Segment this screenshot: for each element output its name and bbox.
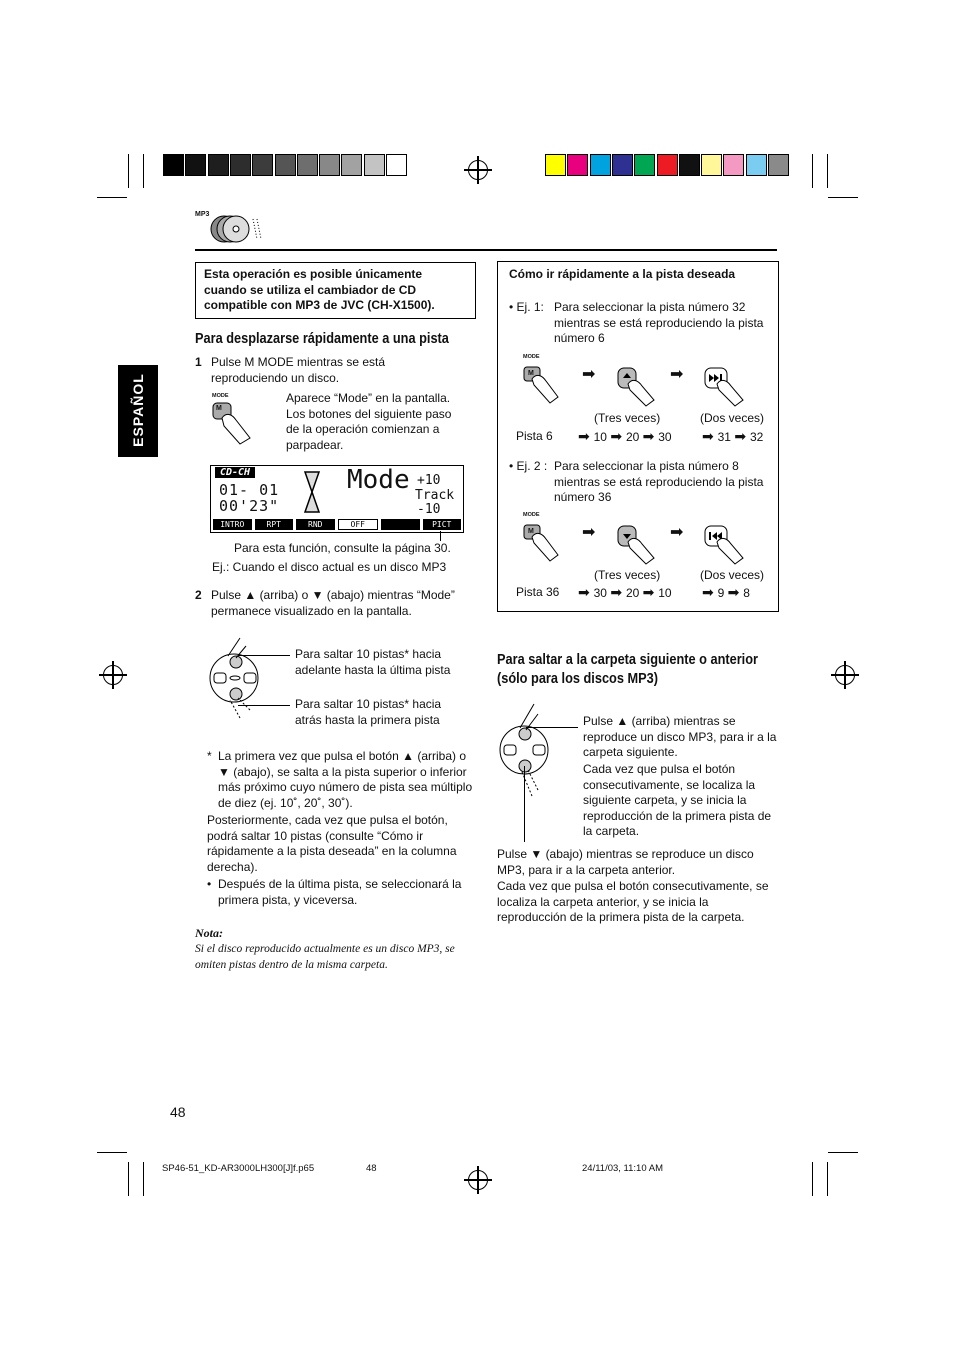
mode-label: MODE [212,393,229,399]
mode-label: MODE [523,512,540,518]
repeat-count: (Tres veces) [594,411,661,425]
language-tab-label: ESPAÑOL [130,373,146,447]
registration-mark-icon [835,665,855,685]
color-swatch [252,154,273,176]
step-text: Pulse M MODE mientras se está reproduciendo un disco. [211,355,386,385]
mode-label: MODE [523,354,540,360]
track-sequence [702,429,763,446]
lcd-caption: Para esta función, consulte la página 30. [234,541,451,555]
color-swatch [341,154,362,176]
step-text: Pulse ▲ (arriba) o ▼ (abajo) mientras “Mode” permanece visualizado en la pantalla. [211,588,455,618]
track-number: 32 [749,430,764,444]
mp3-discs-icon [208,213,268,245]
arrow-icon: ➡ [702,428,718,444]
start-track: Pista 36 [516,585,560,599]
callout-line [524,766,525,842]
lcd-minus10: -10 [417,502,441,517]
track-number: 31 [717,430,735,444]
crop-mark [827,154,828,188]
arrow-icon: ➡ [642,428,659,444]
step-number: 2 [195,588,202,602]
color-swatch [768,154,789,176]
crop-mark [97,1152,127,1153]
up-button-press-icon [616,366,660,406]
track-number: 9 [717,586,728,600]
lcd-source: CD-CH [215,467,255,478]
step-detail: Aparece “Mode” en la pantalla. Los botones del siguiente paso de la operación comienzan a parpadear. [286,391,452,452]
example-label: • Ej. 1: [509,300,544,314]
crop-mark [128,154,129,188]
color-swatch [275,154,296,176]
m-key-label: M [216,405,222,412]
bullet-mark: • [207,877,212,891]
example-label: • Ej. 2 : [509,459,548,473]
crop-mark [812,154,813,188]
lcd-disc-track: 01- 01 [219,481,280,499]
registration-mark-icon [468,160,488,180]
lcd-mode-text: Mode [347,465,410,495]
crop-mark [827,1162,828,1196]
callout-line [238,655,290,656]
track-sequence [702,585,750,602]
bullet-text: Después de la última pista, se seleccionará la primera pista, y viceversa. [218,877,462,907]
lcd-example: Ej.: Cuando el disco actual es un disco MP3 [212,560,447,574]
previous-button-press-icon [703,524,751,564]
color-swatch [364,154,385,176]
footer-page: 48 [366,1163,377,1174]
language-tab [118,365,158,457]
down-button-press-icon [616,524,660,564]
next-button-press-icon [703,366,751,406]
arrow-icon: ➡ [734,428,750,444]
track-sequence [578,429,672,446]
section-title: Para saltar a la carpeta siguiente o anterior (sólo para los discos MP3) [497,652,758,687]
up-caption: Para saltar 10 pistas* hacia adelante hasta la última pista [295,647,451,677]
repeat-count: (Dos veces) [700,568,765,582]
crop-mark [128,1162,129,1196]
mode-button-press-icon [522,521,562,561]
arrow-icon: ➡ [610,584,626,600]
arrow-icon: ➡ [578,428,594,444]
crop-mark [97,197,127,198]
mode-button-press-icon [522,363,562,403]
track-number: 10 [593,430,611,444]
arrow-icon: ➡ [727,584,744,600]
color-swatch [386,154,407,176]
folder-up-detail: Cada vez que pulsa el botón consecutivamente, se localiza la siguiente carpeta, y se inicia la reproducción de la primera pista de la carpeta. [583,762,772,838]
crop-mark [143,154,144,188]
arrow-icon: ➡ [578,584,594,600]
crop-mark [812,1162,813,1196]
track-sequence [578,585,672,602]
control-pad-up-down-icon [206,636,268,720]
footer-file: SP46-51_KD-AR3000LH300[J]f.p65 [162,1163,315,1174]
folder-down-detail: Cada vez que pulsa el botón consecutivamente, se localiza la carpeta anterior, y se inicia la reproducción de la primera pista de la carpeta. [497,879,769,924]
color-swatch [208,154,229,176]
track-number: 20 [625,430,643,444]
notice-text: Esta operación es posible únicamente cuando se utiliza el cambiador de CD compatible con MP3 de JVC (CH-X1500). [204,267,435,312]
color-swatch [545,154,566,176]
track-number: 30 [658,430,672,444]
lcd-button-label: INTRO [213,519,252,530]
track-number: 8 [743,586,750,600]
page-number: 48 [170,1104,186,1120]
notice-box [195,262,476,319]
track-number: 10 [658,586,672,600]
lcd-track: Track [415,488,455,503]
arrow-icon: ➡ [670,524,684,541]
color-swatch [746,154,767,176]
color-swatch [612,154,633,176]
color-swatch [723,154,744,176]
color-swatch [634,154,655,176]
color-swatch [297,154,318,176]
lcd-button-label: RND [296,519,335,530]
color-swatch [230,154,251,176]
note-title: Nota: [195,926,223,940]
arrow-icon: ➡ [642,584,659,600]
color-swatch [657,154,678,176]
header-rule [195,249,777,251]
arrow-icon: ➡ [582,524,596,541]
callout-line [238,705,290,706]
repeat-count: (Tres veces) [594,568,661,582]
crop-mark [143,1162,144,1196]
track-number: 20 [625,586,643,600]
down-caption: Para saltar 10 pistas* hacia atrás hasta la primera pista [295,697,442,727]
lcd-pointer-line [440,531,441,541]
start-track: Pista 6 [516,429,553,443]
lcd-button-label: OFF [338,519,379,530]
crop-mark [828,1152,858,1153]
mp3-label: MP3 [195,211,210,218]
color-swatch [590,154,611,176]
track-number: 30 [593,586,611,600]
lcd-plus10: +10 [417,473,441,488]
lcd-button-label [381,519,420,530]
footnote-mark: * [207,749,212,763]
example-text: Para seleccionar la pista número 8 mientras se está reproduciendo la pista número 36 [554,459,764,504]
color-swatch [567,154,588,176]
lcd-time: 00'23" [219,497,280,515]
folder-up-text: Pulse ▲ (arriba) mientras se reproduce un disco MP3, para ir a la carpeta siguiente. [583,714,777,759]
howto-box [497,261,779,612]
lcd-display [210,465,464,533]
arrow-icon: ➡ [702,584,718,600]
folder-down-text: Pulse ▼ (abajo) mientras se reproduce un disco MP3, para ir a la carpeta anterior. [497,847,754,877]
lcd-button-label: RPT [255,519,294,530]
arrow-icon: ➡ [582,366,596,383]
footer-date: 24/11/03, 11:10 AM [582,1163,663,1174]
lcd-button-row [211,519,463,530]
registration-mark-icon [468,1170,488,1190]
registration-mark-icon [103,665,123,685]
control-pad-up-down-icon [496,704,558,804]
m-key-label: M [528,370,534,377]
color-swatch [701,154,722,176]
howto-title: Cómo ir rápidamente a la pista deseada [509,267,736,281]
note-text: Si el disco reproducido actualmente es un disco MP3, se omiten pistas dentro de la misma carpeta. [195,943,455,971]
step-number: 1 [195,355,202,369]
color-swatch [319,154,340,176]
arrow-icon: ➡ [670,366,684,383]
m-key-label: M [528,528,534,535]
callout-line [526,727,578,728]
repeat-count: (Dos veces) [700,411,765,425]
color-swatch [163,154,184,176]
example-text: Para seleccionar la pista número 32 mientras se está reproduciendo la pista número 6 [554,300,764,345]
lcd-button-label: PICT [423,519,462,530]
footnote-continued: Posteriormente, cada vez que pulsa el botón, podrá saltar 10 pistas (consulte “Cómo ir rápidamente a la pista deseada” en la columna derecha). [207,813,457,874]
color-swatch [679,154,700,176]
section-title: Para desplazarse rápidamente a una pista [195,331,449,347]
crop-mark [828,197,858,198]
color-swatch [185,154,206,176]
hourglass-icon [303,470,321,514]
arrow-icon: ➡ [610,428,626,444]
footnote-text: La primera vez que pulsa el botón ▲ (arriba) o ▼ (abajo), se salta a la pista superior o inferior más próximo cuyo número de pista sea múltiplo de diez (ej. 10˚, 20˚, 30˚). [218,749,473,810]
